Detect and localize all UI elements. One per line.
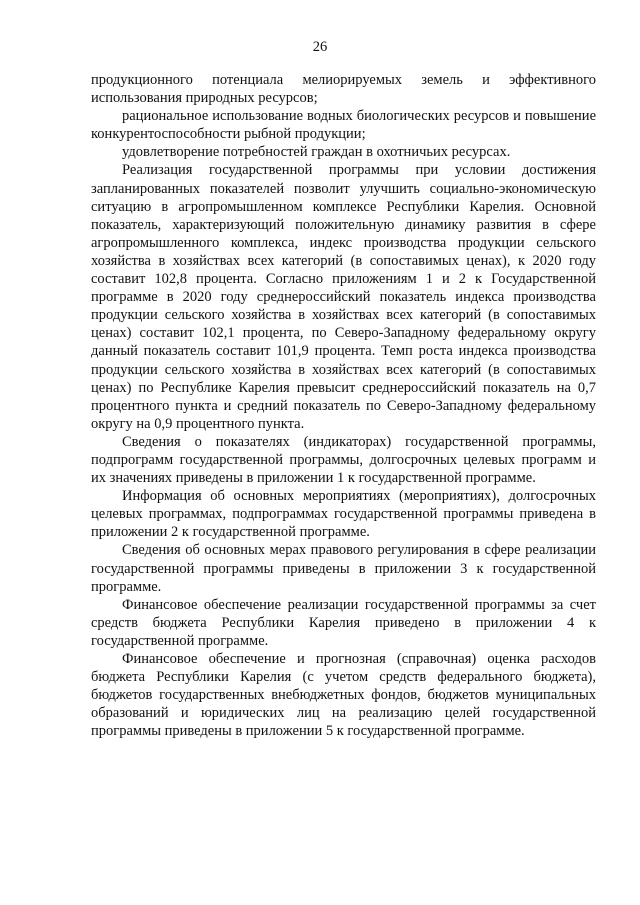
paragraph-appendix-3: Сведения об основных мерах правового регулирования в сфере реализации государственной программы приведены в приложении 3 к государственной программе. xyxy=(91,542,596,595)
paragraph-appendix-1: Сведения о показателях (индикаторах) государственной программы, подпрограмм государственной программы, долгосрочных целевых программ и их значениях приведены в приложении 1 к государственной программе. xyxy=(91,433,596,487)
paragraph-continuation: продукционного потенциала мелиорируемых земель и эффективного использования природных ресурсов; xyxy=(91,72,596,107)
paragraph-appendix-2: Информация об основных мероприятиях (мероприятиях), долгосрочных целевых программах, подпрограммах государственной программы приведена в приложении 2 к государственной программе. xyxy=(91,488,596,541)
paragraph-program-results: Реализация государственной программы при условии достижения запланированных показателей позволит улучшить социально-экономическую ситуацию в агропромышленном комплексе Республики Карелия. Основной показатель, характеризующий положительную динамику развития в сфере агропромышленного комплекса, индекс производства продукции сельского хозяйства в хозяйствах всех категорий (в сопоставимых ценах), к 2020 году составит 102,8 процента. Согласно приложениям 1 и 2 к Государственной программе в 2020 году среднероссийский показатель индекса производства продукции сельского хозяйства в хозяйствах всех категорий (в сопоставимых ценах) составит 102,1 процента, по Северо-Западному федеральному округу данный показатель составит 101,9 процента. Темп роста индекса производства продукции сельского хозяйства в хозяйствах всех категорий (в сопоставимых ценах) по Республике Карелия превысит среднероссийский показатель на 0,7 процентного пункта и средний показатель по Северо-Западному федеральному округу на 0,9 процентного пункта. xyxy=(91,162,596,432)
page-number: 26 xyxy=(312,39,328,55)
paragraph-hunting-resources: удовлетворение потребностей граждан в охотничьих ресурсах. xyxy=(122,144,511,161)
paragraph-appendix-4: Финансовое обеспечение реализации государственной программы за счет средств бюджета Республики Карелия приведено в приложении 4 к государственной программе. xyxy=(91,596,596,649)
paragraph-appendix-5: Финансовое обеспечение и прогнозная (справочная) оценка расходов бюджета Республики Карелия (с учетом средств федерального бюджета), бюджетов государственных внебюджетных фондов, бюджетов муниципальных образований и юридических лиц на реализацию целей государственной программы приведены в приложении 5 к государственной программе. xyxy=(91,651,596,740)
document-body xyxy=(91,71,596,740)
paragraph-aquatic-resources: рациональное использование водных биологических ресурсов и повышение конкурентоспособности рыбной продукции; xyxy=(91,108,596,143)
